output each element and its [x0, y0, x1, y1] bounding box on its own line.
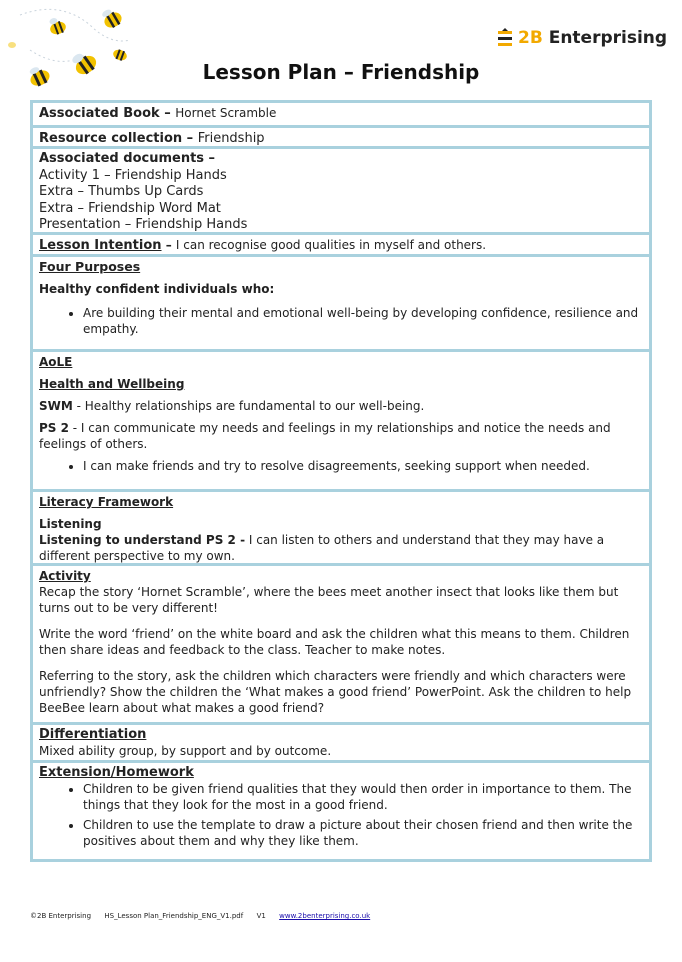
literacy-heading: Literacy Framework — [39, 495, 174, 509]
document-item: Extra – Friendship Word Mat — [39, 200, 221, 216]
ps2-label: PS 2 — [39, 421, 69, 435]
differentiation-heading: Differentiation — [39, 727, 147, 742]
page-footer — [30, 912, 370, 920]
list-item: • Children to use the template to draw a picture about their chosen friend and then write the positives about them and why they like them. — [83, 817, 643, 849]
aole-list — [39, 458, 643, 474]
purposes-list — [39, 305, 643, 337]
row-literacy-framework — [33, 492, 649, 563]
resource-value: Friendship — [197, 131, 265, 146]
extension-heading: Extension/Homework — [39, 765, 194, 780]
footer-file: HS_Lesson Plan_Friendship_ENG_V1.pdf — [104, 912, 244, 920]
row-differentiation — [33, 725, 649, 760]
intention-value: I can recognise good qualities in myself and others. — [175, 238, 487, 252]
document-item: Extra – Thumbs Up Cards — [39, 184, 204, 199]
logo-text: 2B Enterprising — [518, 28, 668, 48]
ps2-text: - I can communicate my needs and feelings in my relationships and notice the needs and feelings of others. — [39, 421, 611, 451]
differentiation-text: Mixed ability group, by support and by outcome. — [39, 744, 332, 758]
aole-heading: AoLE — [39, 355, 73, 369]
footer-copyright: ©2B Enterprising — [30, 912, 92, 920]
activity-paragraph: Write the word ‘friend’ on the white board and ask the children what this means to them. Children then share ideas and feedback to the class. Teacher to make notes. — [39, 627, 630, 657]
list-item: • I can make friends and try to resolve disagreements, seeking support when needed. — [83, 458, 643, 474]
swm-line — [39, 398, 643, 414]
document-item: Activity 1 – Friendship Hands — [39, 167, 227, 183]
row-extension-homework — [33, 763, 649, 859]
footer-link[interactable]: www.2benterprising.co.uk — [279, 912, 371, 920]
footer-version: V1 — [256, 912, 266, 920]
activity-heading: Activity — [39, 569, 91, 583]
extension-list — [39, 781, 643, 849]
bees-illustration — [0, 0, 150, 100]
swm-label: SWM — [39, 399, 73, 413]
intention-label: Lesson Intention — [39, 238, 162, 253]
ps2-line — [39, 420, 643, 452]
row-associated-book — [33, 103, 649, 125]
row-lesson-intention — [33, 235, 649, 254]
literacy-line — [39, 532, 643, 564]
list-item: • Children to be given friend qualities that they would then order in importance to them. The things that they look for the most in a good friend. — [83, 781, 643, 813]
lesson-plan-table — [30, 100, 652, 862]
brand-logo — [496, 28, 667, 48]
resource-label: Resource collection – — [39, 131, 198, 146]
purposes-heading: Four Purposes — [39, 259, 141, 274]
row-aole — [33, 352, 649, 489]
document-item: Presentation – Friendship Hands — [39, 217, 248, 232]
activity-paragraph: Recap the story ‘Hornet Scramble’, where the bees meet another insect that looks like them but turns out to be very different! — [39, 585, 619, 615]
book-label: Associated Book – — [39, 106, 176, 121]
logo-icon — [496, 28, 514, 48]
row-four-purposes — [33, 257, 649, 349]
bee-icon — [99, 5, 124, 30]
swm-text: - Healthy relationships are fundamental to our well-being. — [72, 399, 425, 413]
purposes-subheading: Healthy confident individuals who: — [39, 282, 275, 296]
intention-dash: – — [161, 238, 176, 252]
row-resource-collection — [33, 128, 649, 146]
documents-label: Associated documents – — [39, 151, 216, 166]
literacy-text: I can listen to others and understand that they may have a different perspective to my own. — [39, 533, 605, 563]
aole-subheading: Health and Wellbeing — [39, 377, 185, 391]
row-activity — [33, 566, 649, 722]
bee-icon — [47, 15, 68, 36]
activity-paragraph: Referring to the story, ask the children which characters were friendly and which characters were unfriendly? Show the children the ‘What makes a good friend’ PowerPoint. Ask the children to help BeeBee learn about what makes a good friend? — [39, 669, 632, 715]
page-title: Lesson Plan – Friendship — [202, 60, 480, 84]
list-item: • Are building their mental and emotional well-being by developing confidence, resilience and empathy. — [83, 305, 643, 337]
book-value: Hornet Scramble — [175, 106, 277, 120]
literacy-sub2: Listening to understand PS 2 - — [39, 533, 246, 547]
literacy-sub1: Listening — [39, 517, 102, 531]
bee-icon — [8, 42, 16, 48]
row-associated-documents — [33, 149, 649, 232]
